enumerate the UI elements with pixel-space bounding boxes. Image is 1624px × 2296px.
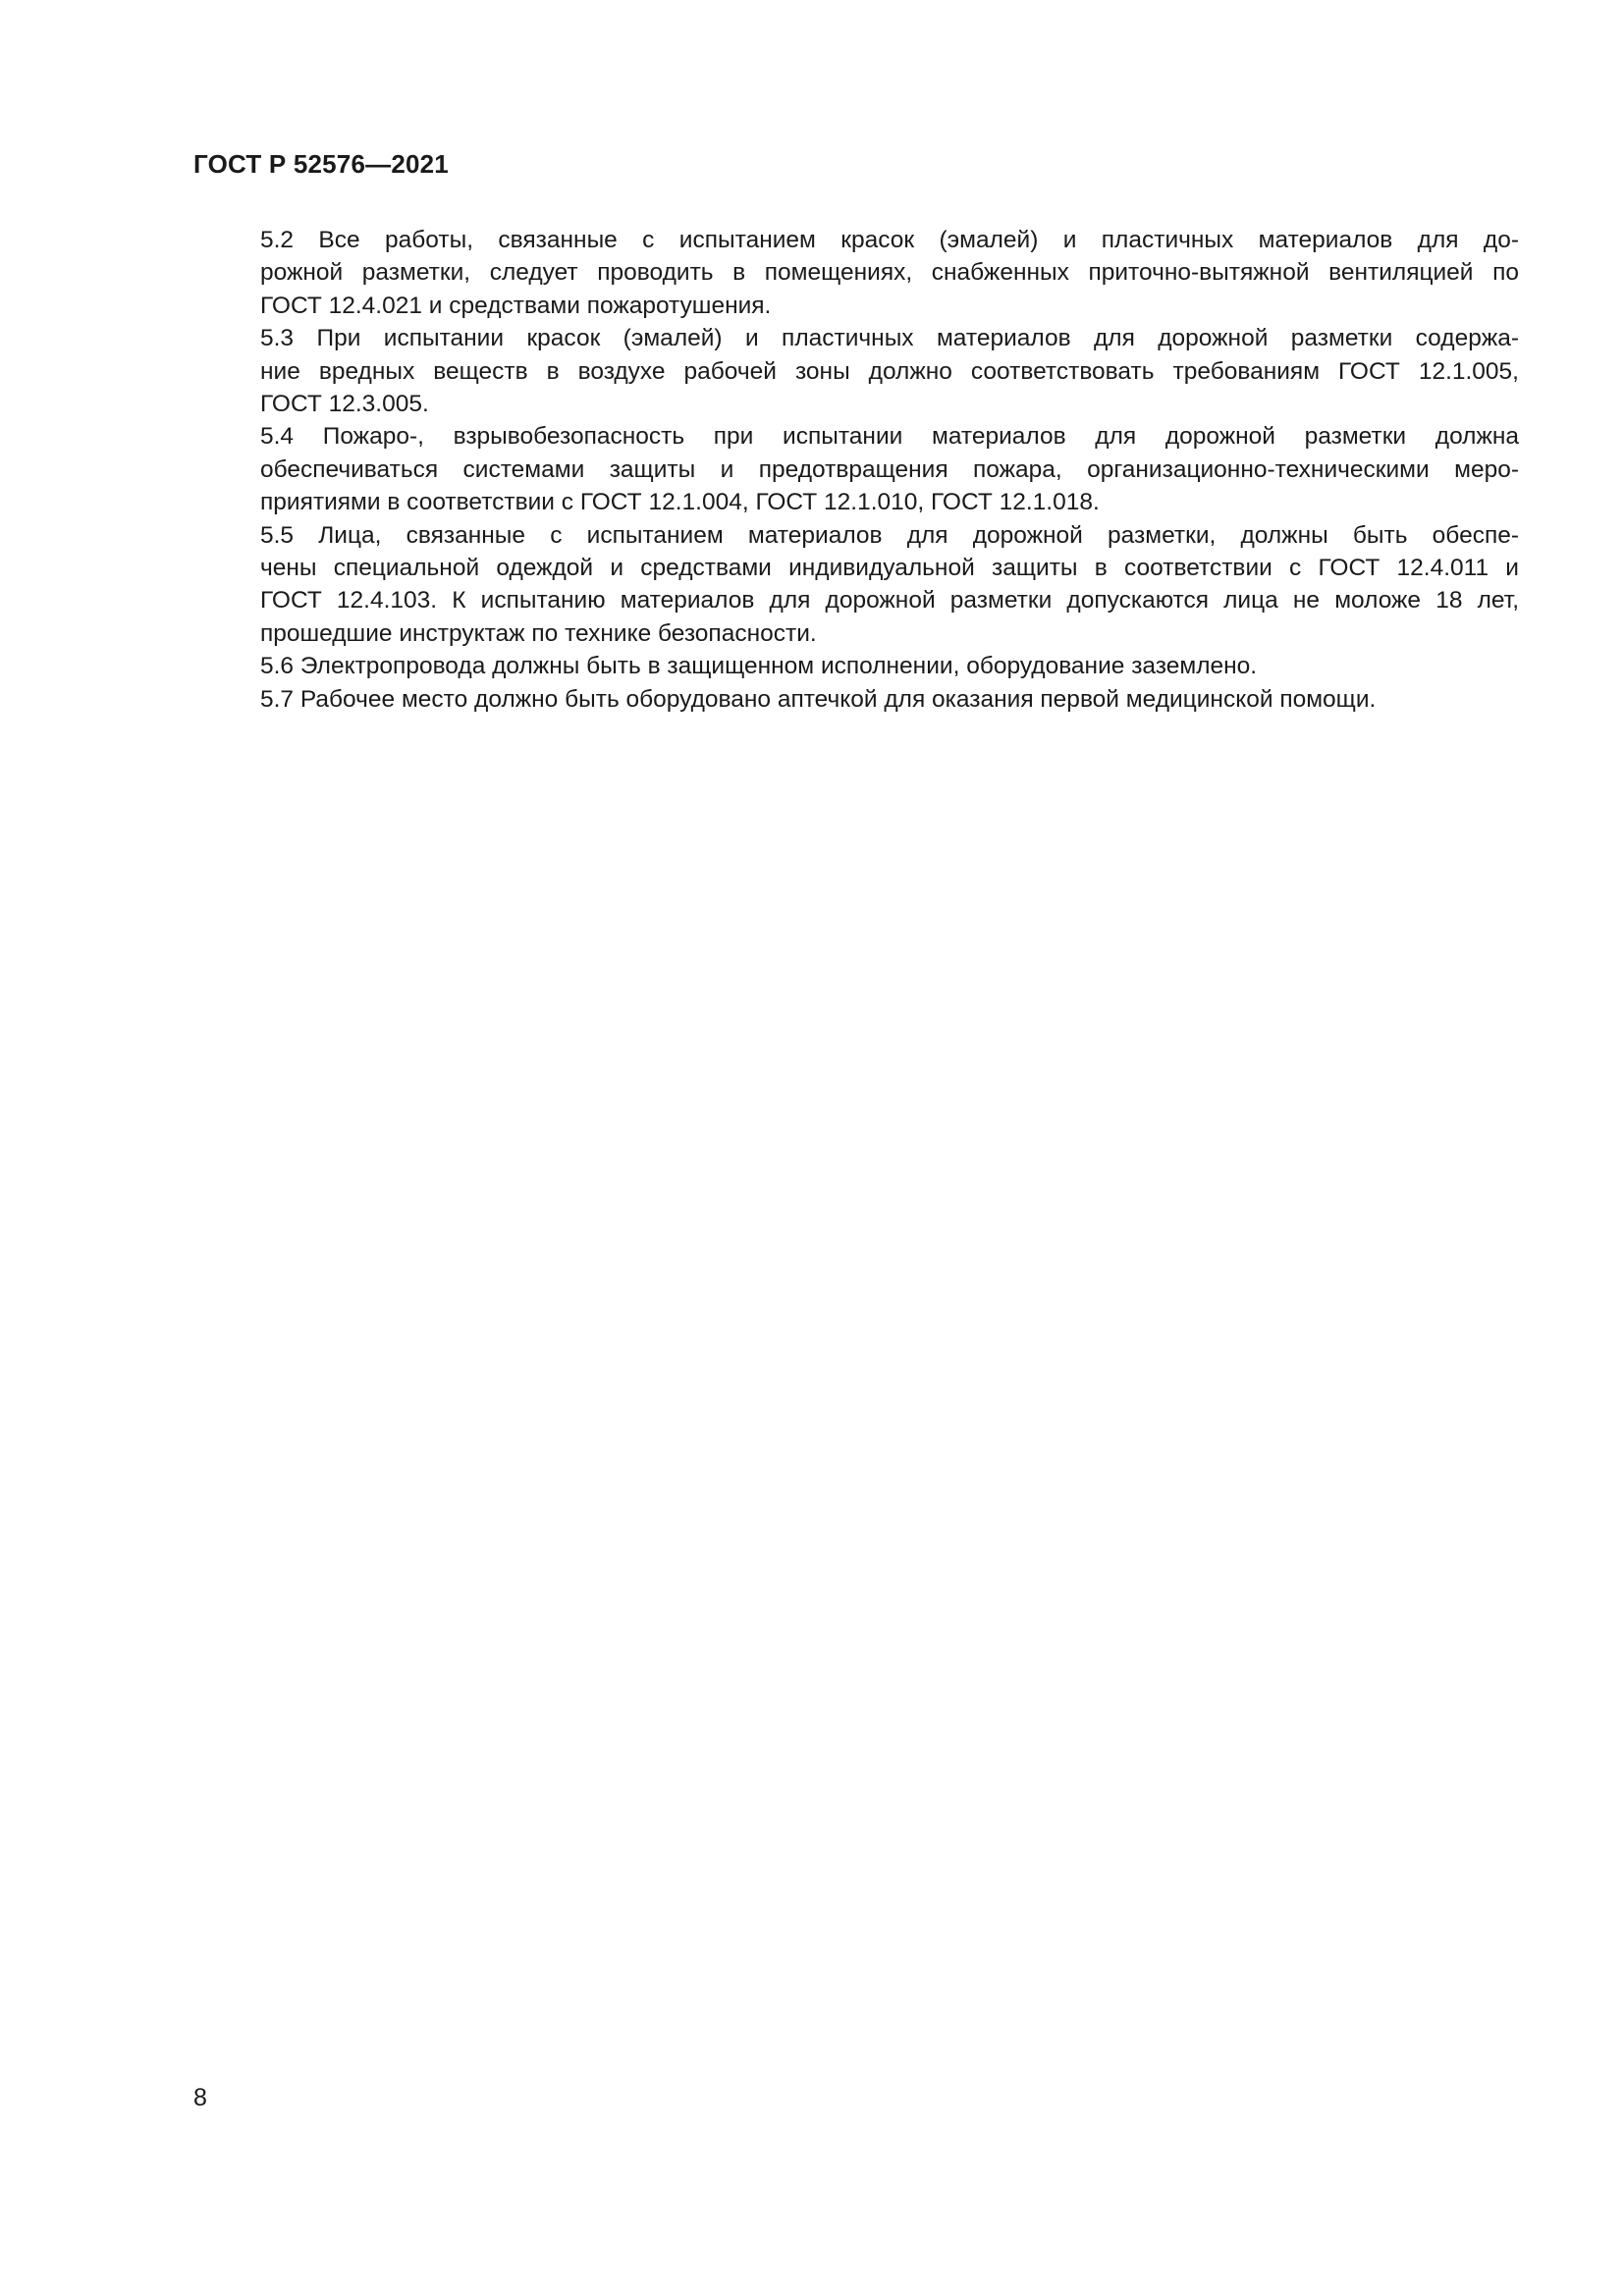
paragraph-line: ние вредных веществ в воздухе рабочей зоны должно соответствовать требованиям ГОСТ 12.1.005, <box>260 357 1519 385</box>
paragraph-line: обеспечиваться системами защиты и предотвращения пожара, организационно-техническими меро- <box>260 455 1519 483</box>
paragraph-5-6 <box>193 650 1519 682</box>
paragraph-line: 5.4 Пожаро-, взрывобезопасность при испытании материалов для дорожной разметки должна <box>260 423 1519 451</box>
paragraph-line: приятиями в соответствии с ГОСТ 12.1.004, ГОСТ 12.1.010, ГОСТ 12.1.018. <box>260 489 1100 516</box>
paragraph-line: прошедшие инструктаж по технике безопасности. <box>260 619 817 647</box>
paragraph-line: 5.6 Электропровода должны быть в защищенном исполнении, оборудование заземлено. <box>260 653 1258 680</box>
paragraph-5-5 <box>193 519 1519 651</box>
paragraph-line: 5.5 Лица, связанные с испытанием материалов для дорожной разметки, должны быть обеспе- <box>260 521 1519 549</box>
paragraph-line: ГОСТ 12.4.021 и средствами пожаротушения. <box>260 292 772 319</box>
paragraph-line: 5.7 Рабочее место должно быть оборудовано аптечкой для оказания первой медицинской помощи. <box>260 685 1377 713</box>
paragraph-line: чены специальной одеждой и средствами индивидуальной защиты в соответствии с ГОСТ 12.4.011 и <box>260 555 1519 582</box>
paragraph-line: ГОСТ 12.4.103. К испытанию материалов для дорожной разметки допускаются лица не моложе 18 лет, <box>260 587 1519 614</box>
paragraph-line: ГОСТ 12.3.005. <box>260 391 429 418</box>
paragraph-5-4 <box>193 420 1519 518</box>
paragraph-line: рожной разметки, следует проводить в помещениях, снабженных приточно-вытяжной вентиляцией по <box>260 259 1519 287</box>
page-number: 8 <box>193 2084 207 2111</box>
document-code-header: ГОСТ Р 52576—2021 <box>193 149 449 179</box>
paragraph-5-7 <box>193 683 1519 716</box>
paragraph-5-3 <box>193 322 1519 420</box>
paragraph-5-2 <box>193 224 1519 322</box>
body-text <box>193 224 1519 716</box>
paragraph-line: 5.3 При испытании красок (эмалей) и пластичных материалов для дорожной разметки содержа- <box>260 325 1519 352</box>
paragraph-line: 5.2 Все работы, связанные с испытанием красок (эмалей) и пластичных материалов для до- <box>260 227 1519 253</box>
